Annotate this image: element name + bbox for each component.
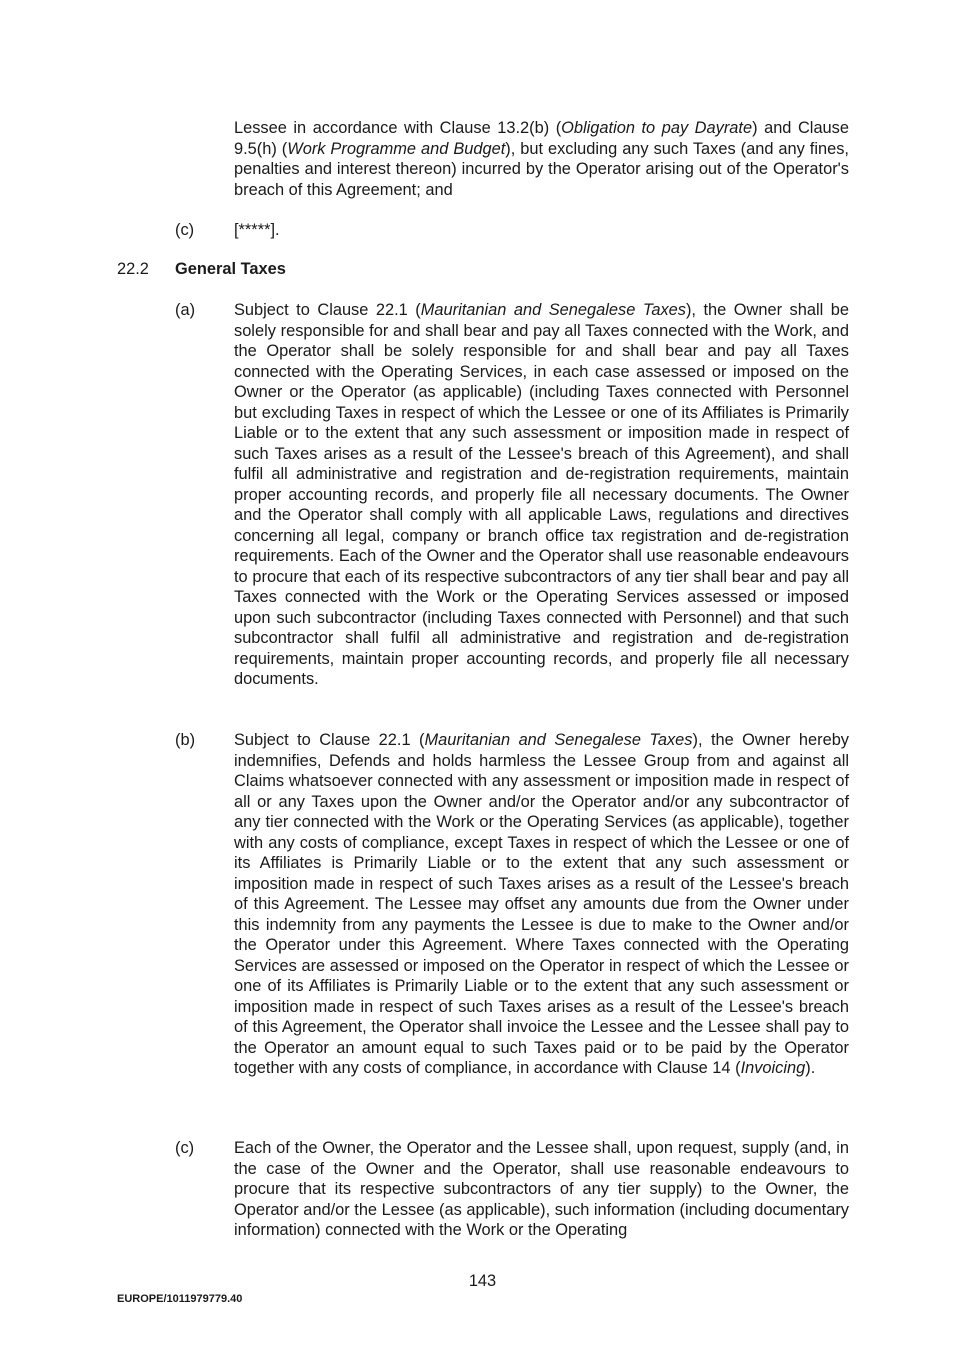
item-b-text-1: Subject to Clause 22.1 ( — [234, 731, 425, 749]
continuation-text-3: ), but excluding any such Taxes (and any fines, penalties and interest thereon) incurred by the Operator arising out of the Operator's breach of this Agreement; and — [234, 139, 849, 199]
item-c-paragraph: Each of the Owner, the Operator and the Lessee shall, upon request, supply (and, in the case of the Owner and the Operator, shall use reasonable endeavours to procure that its respective subcontractors of any tier supply) to the Owner, the Operator and/or the Lessee (as applicable), such information (including documentary information) connected with the Work or the Operating — [234, 1139, 849, 1239]
item-a-label: (a) — [175, 301, 196, 319]
item-b-paragraph — [234, 730, 849, 1079]
page-number: 143 — [468, 1272, 497, 1290]
item-a-text-1: Subject to Clause 22.1 ( — [234, 301, 421, 319]
item-a-text-2: ), the Owner shall be solely responsible for and shall bear and pay all Taxes connected with the Work, and the Operator shall be solely responsible for and shall bear and pay all Taxes connected with the Operating Services, in each case assessed or imposed on the Owner or the Operator (as applicable) (including Taxes connected with Personnel but excluding Taxes in respect of which the Lessee or one of its Affiliates is Primarily Liable or to the extent that any such assessment or imposition made in respect of such Taxes arises as a result of the Lessee's breach of this Agreement), and shall fulfil all administrative and registration and de-registration requirements, maintain proper accounting records, and properly file all necessary documents. The Owner and the Operator shall comply with all applicable Laws, regulations and directives concerning all legal, company or branch office tax registration and de-registration requirements. Each of the Owner and the Operator shall use reasonable endeavours to procure that each of its respective subcontractors of any tier shall bear and pay all Taxes connected with the Work or the Operating Services assessed or imposed upon such subcontractor (including Taxes connected with Personnel) and that such subcontractor shall fulfil all administrative and registration and de-registration requirements, maintain proper accounting records, and properly file all necessary documents. — [234, 301, 850, 688]
item-c-label: (c) — [175, 1139, 195, 1157]
document-reference: EUROPE/1011979779.40 — [117, 1293, 243, 1305]
continuation-text-1: Lessee in accordance with Clause 13.2(b) ( — [234, 119, 562, 137]
continuation-text-2: ) and Clause 9.5(h) ( — [234, 119, 849, 158]
item-b-italic-2: Invoicing — [740, 1059, 806, 1077]
item-b-text-3: ). — [805, 1059, 816, 1077]
item-b-italic-1: Mauritanian and Senegalese Taxes — [424, 731, 693, 749]
item-a-paragraph — [234, 300, 849, 690]
item-c-prev-label: (c) — [175, 221, 195, 239]
item-b-label: (b) — [175, 731, 196, 749]
item-a-italic-1: Mauritanian and Senegalese Taxes — [420, 301, 686, 319]
item-c-prev-text: [*****]. — [234, 221, 280, 239]
continuation-italic-2: Work Programme and Budget — [287, 139, 506, 158]
section-number: 22.2 — [117, 260, 149, 278]
continuation-italic-1: Obligation to pay Dayrate — [561, 119, 753, 137]
section-title: General Taxes — [175, 260, 286, 278]
item-b-text-2: ), the Owner hereby indemnifies, Defends and holds harmless the Lessee Group from and against all Claims whatsoever connected with any assessment or imposition made in respect of all or any Taxes upon the Owner and/or the Operator and/or any subcontractor of any tier connected with the Work or the Operating Services (as applicable), together with any costs of compliance, except Taxes in respect of which the Lessee or one of its Affiliates is Primarily Liable or to the extent that any such assessment or imposition made in respect of such Taxes arises as a result of the Lessee's breach of this Agreement. The Lessee may offset any amounts due from the Owner under this indemnity from any payments the Lessee is due to make to the Owner and/or the Operator under this Agreement. Where Taxes connected with the Operating Services are assessed or imposed on the Operator in respect of which the Lessee or one of its Affiliates is Primarily Liable or to the extent that any such assessment or imposition made in respect of such Taxes arises as a result of the Lessee's breach of this Agreement, the Operator shall invoice the Lessee and the Lessee shall pay to the Operator an amount equal to such Taxes paid or to be paid by the Operator together with any costs of compliance, in accordance with Clause 14 ( — [234, 731, 850, 1077]
continuation-paragraph — [234, 118, 849, 200]
